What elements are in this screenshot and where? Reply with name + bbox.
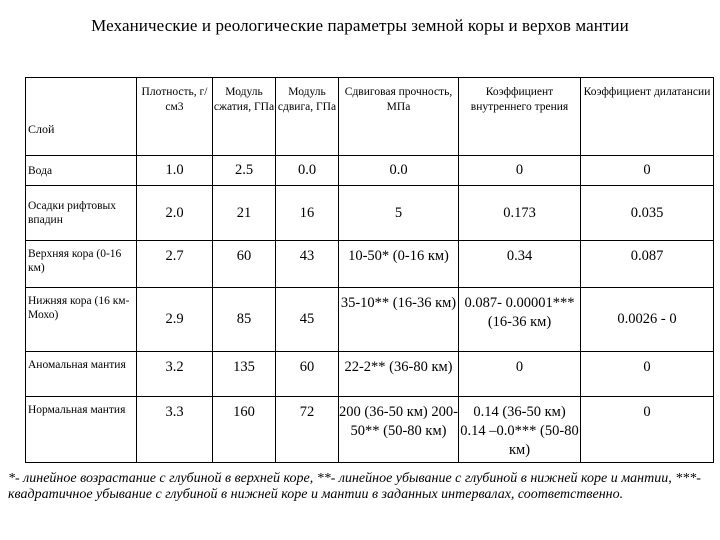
cell-bulk-modulus: 135	[213, 352, 276, 397]
table-row	[26, 241, 714, 288]
cell-shear-strength: 10-50* (0-16 км)	[339, 241, 459, 288]
cell-dilatancy-coefficient: 0	[581, 156, 714, 186]
cell-shear-modulus: 43	[276, 241, 339, 288]
header-dilatancy-coefficient: Коэффициент дилатансии	[581, 78, 714, 156]
footnote: *- линейное возрастание с глубиной в верхней коре, **- линейное убывание с глубиной в нижней коре и мантии, ***- квадратичное убывание с глубиной в нижней коре и мантии в заданных интервалах, соответственно.	[8, 471, 701, 502]
cell-shear-strength: 200 (36-50 км) 200-50** (50-80 км)	[339, 397, 459, 463]
cell-dilatancy-coefficient: 0.0026 - 0	[581, 288, 714, 352]
cell-shear-modulus: 45	[276, 288, 339, 352]
cell-layer: Аномальная мантия	[26, 352, 137, 397]
cell-friction-coefficient: 0	[459, 156, 581, 186]
cell-bulk-modulus: 2.5	[213, 156, 276, 186]
cell-dilatancy-coefficient: 0.035	[581, 186, 714, 241]
cell-bulk-modulus: 160	[213, 397, 276, 463]
cell-friction-coefficient: 0.14 (36-50 км) 0.14 –0.0*** (50-80 км)	[459, 397, 581, 463]
header-friction-coefficient: Коэффициент внутреннего трения	[459, 78, 581, 156]
cell-bulk-modulus: 21	[213, 186, 276, 241]
cell-dilatancy-coefficient: 0	[581, 352, 714, 397]
cell-shear-strength: 22-2** (36-80 км)	[339, 352, 459, 397]
cell-layer: Верхняя кора (0-16 км)	[26, 241, 137, 288]
cell-friction-coefficient: 0.087- 0.00001*** (16-36 км)	[459, 288, 581, 352]
cell-layer: Нормальная мантия	[26, 397, 137, 463]
cell-layer: Вода	[26, 156, 137, 186]
cell-density: 3.3	[137, 397, 213, 463]
table-row	[26, 186, 714, 241]
cell-friction-coefficient: 0	[459, 352, 581, 397]
cell-bulk-modulus: 60	[213, 241, 276, 288]
page-title: Механические и реологические параметры земной коры и верхов мантии	[91, 16, 629, 35]
cell-shear-modulus: 60	[276, 352, 339, 397]
cell-friction-coefficient: 0.34	[459, 241, 581, 288]
cell-density: 2.0	[137, 186, 213, 241]
cell-density: 1.0	[137, 156, 213, 186]
cell-density: 2.9	[137, 288, 213, 352]
header-density: Плотность, г/см3	[137, 78, 213, 156]
header-bulk-modulus: Модуль сжатия, ГПа	[213, 78, 276, 156]
cell-shear-strength: 5	[339, 186, 459, 241]
cell-layer: Осадки рифтовых впадин	[26, 186, 137, 241]
cell-dilatancy-coefficient: 0.087	[581, 241, 714, 288]
cell-shear-modulus: 16	[276, 186, 339, 241]
cell-dilatancy-coefficient: 0	[581, 397, 714, 463]
table-row	[26, 352, 714, 397]
table-row	[26, 397, 714, 463]
cell-shear-modulus: 72	[276, 397, 339, 463]
cell-density: 3.2	[137, 352, 213, 397]
header-shear-strength: Сдвиговая прочность, МПа	[339, 78, 459, 156]
parameters-table	[25, 77, 714, 463]
table-row	[26, 288, 714, 352]
cell-shear-strength: 35-10** (16-36 км)	[339, 288, 459, 352]
cell-shear-modulus: 0.0	[276, 156, 339, 186]
table-row	[26, 156, 714, 186]
header-layer: Слой	[26, 78, 137, 156]
cell-shear-strength: 0.0	[339, 156, 459, 186]
cell-friction-coefficient: 0.173	[459, 186, 581, 241]
header-row	[26, 78, 714, 156]
cell-density: 2.7	[137, 241, 213, 288]
header-shear-modulus: Модуль сдвига, ГПа	[276, 78, 339, 156]
cell-bulk-modulus: 85	[213, 288, 276, 352]
cell-layer: Нижняя кора (16 км- Мохо)	[26, 288, 137, 352]
